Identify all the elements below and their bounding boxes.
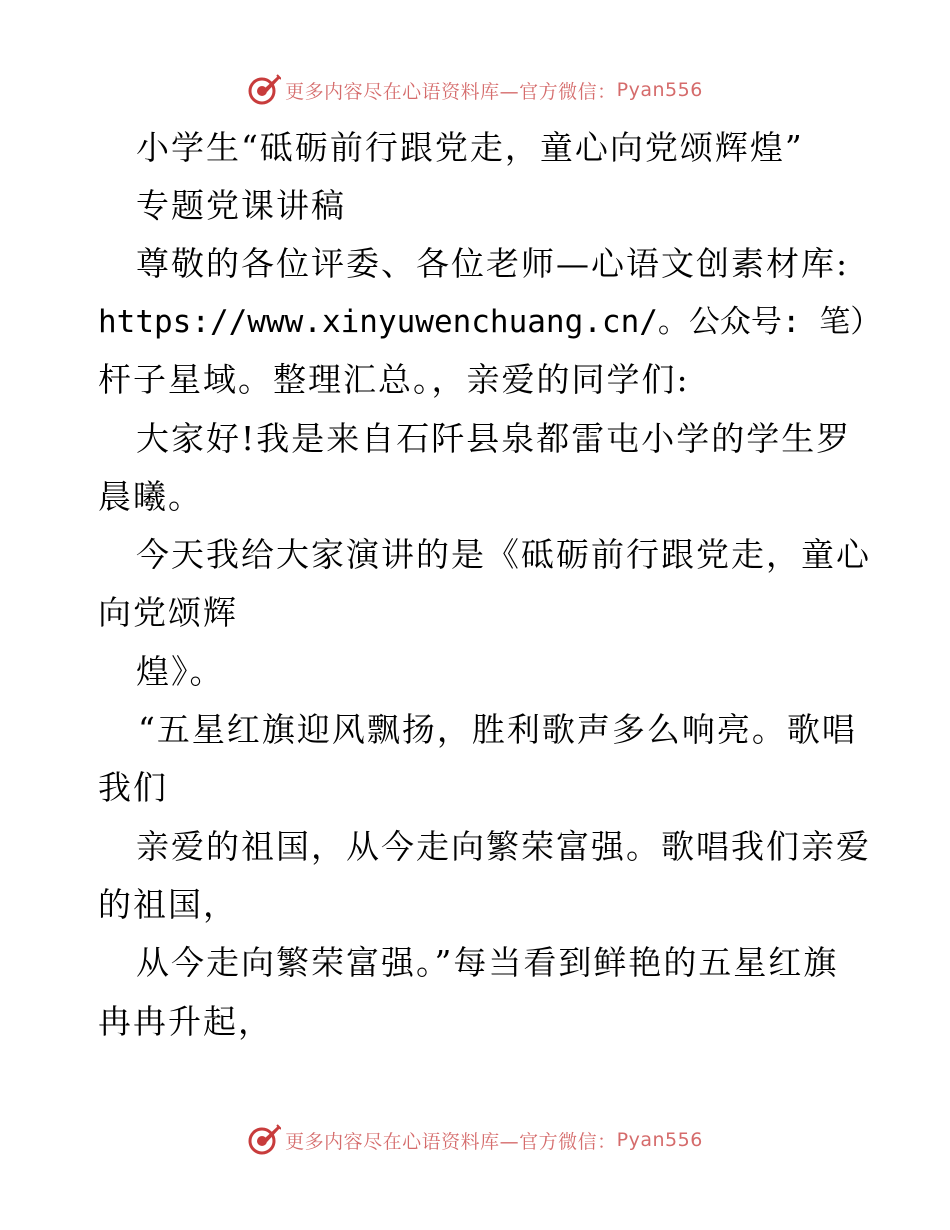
doc-line: 大家好!我是来自石阡县泉都雷屯小学的学生罗 — [136, 419, 852, 458]
doc-subtitle-line: 专题党课讲稿 — [136, 186, 346, 225]
doc-line: “五星红旗迎风飘扬，胜利歌声多么响亮。歌唱 — [138, 710, 857, 749]
doc-line: 的祖国， — [98, 885, 238, 924]
doc-line: 杆子星域。整理汇总。，亲爱的同学们: — [98, 360, 690, 399]
doc-line: 我们 — [98, 768, 168, 807]
banner-text: 更多内容尽在心语资料库—官方微信： — [285, 1130, 617, 1153]
doc-line: 今天我给大家演讲的是《砥砺前行跟党走，童心 — [136, 535, 871, 574]
pen-logo-icon — [247, 1123, 281, 1157]
doc-line: 晨曦。 — [98, 477, 203, 516]
doc-line: 从今走向繁荣富强。”每当看到鲜艳的五星红旗 — [136, 943, 839, 982]
doc-line: 尊敬的各位评委、各位老师—心语文创素材库: — [136, 244, 850, 283]
doc-url-line: https://www.xinyuwenchuang.cn/。公众号: 笔） — [98, 304, 882, 340]
doc-line: 煌》。 — [136, 652, 225, 691]
doc-line: 亲爱的祖国，从今走向繁荣富强。歌唱我们亲爱 — [136, 827, 871, 866]
banner-wechat-id: Pyan556 — [616, 79, 703, 101]
banner-text: 更多内容尽在心语资料库—官方微信： — [285, 80, 617, 103]
doc-line: 向党颂辉 — [98, 593, 238, 632]
doc-title-line: 小学生“砥砺前行跟党走，童心向党颂辉煌” — [136, 128, 804, 167]
header-banner — [0, 70, 950, 110]
footer-banner — [0, 1120, 950, 1160]
pen-logo-icon — [247, 73, 281, 107]
doc-line: 冉冉升起， — [98, 1002, 273, 1041]
banner-wechat-id: Pyan556 — [616, 1129, 703, 1151]
